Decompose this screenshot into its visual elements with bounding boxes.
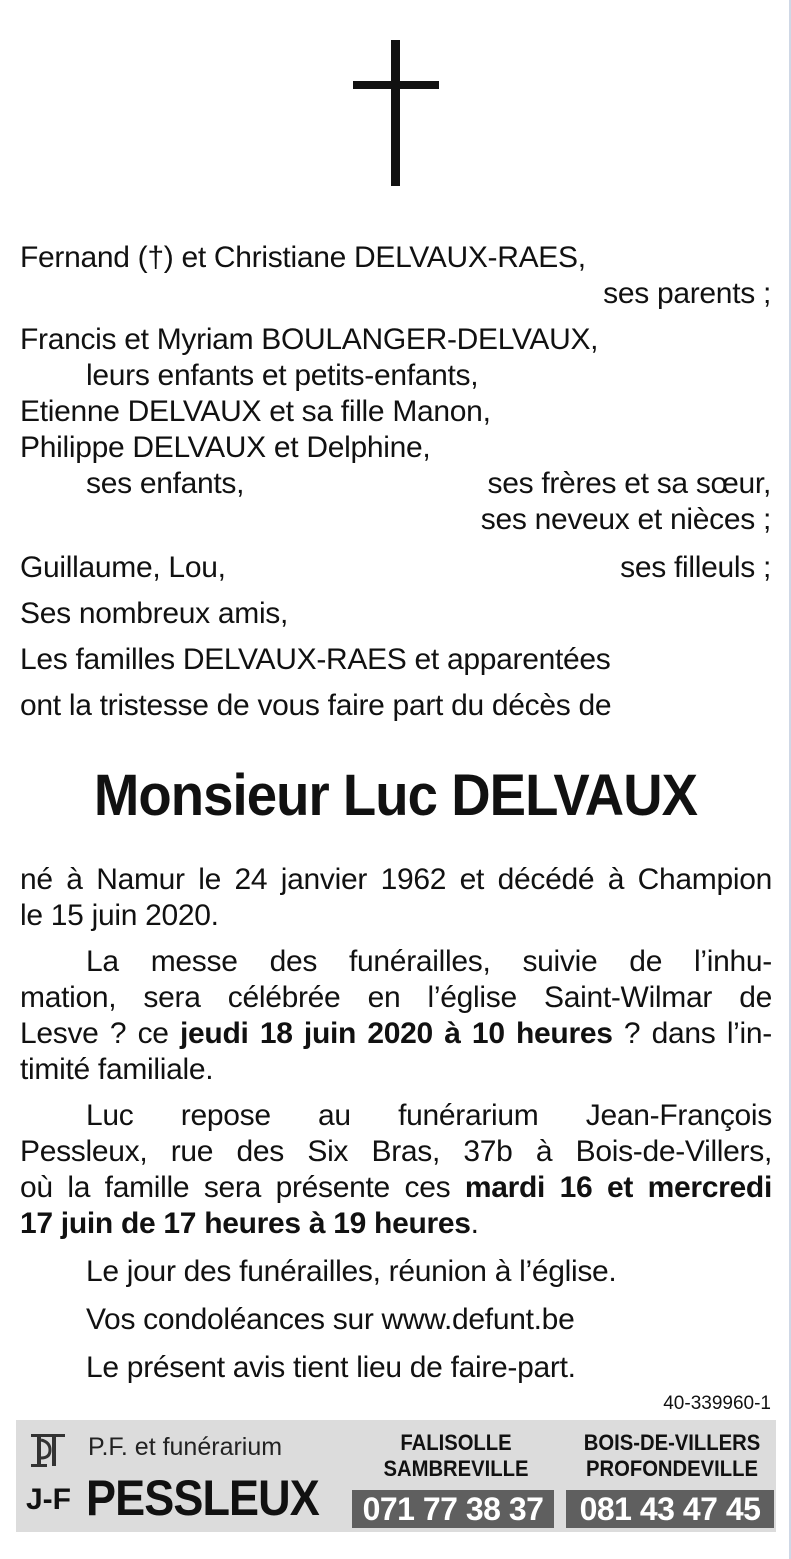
parents-line: Fernand (†) et Christiane DELVAUX-RAES, bbox=[20, 241, 586, 274]
godchildren-role: ses filleuls ; bbox=[620, 551, 771, 584]
mass-line-3: Lesve ? ce jeudi 18 juin 2020 à 10 heures ? dans l’in- bbox=[20, 1017, 772, 1050]
condolences-line: Vos condoléances sur www.defunt.be bbox=[86, 1303, 575, 1336]
families-line: Les familles DELVAUX-RAES et apparentées bbox=[20, 643, 611, 676]
funeral-home-initials: J-F bbox=[26, 1483, 71, 1516]
siblings-role: ses frères et sa sœur, bbox=[487, 467, 771, 500]
friends-line: Ses nombreux amis, bbox=[20, 597, 289, 630]
birth-line: né à Namur le 24 janvier 1962 et décédé à Champion bbox=[20, 863, 772, 896]
funeral-home-name: PESSLEUX bbox=[86, 1470, 319, 1526]
mass-line-4: timité familiale. bbox=[20, 1053, 214, 1086]
nephews-role: ses neveux et nièces ; bbox=[480, 503, 771, 536]
deceased-name: Monsieur Luc DELVAUX bbox=[93, 763, 698, 828]
funeral-home-banner bbox=[16, 1420, 776, 1532]
cross-icon bbox=[353, 40, 439, 186]
location-2: BOIS-DE-VILLERS PROFONDEVILLE bbox=[583, 1430, 761, 1481]
location-1: FALISOLLE SAMBREVILLE bbox=[383, 1430, 529, 1481]
funeral-home-subtitle: P.F. et funérarium bbox=[88, 1433, 283, 1461]
sibling-line: Francis et Myriam BOULANGER-DELVAUX, bbox=[20, 323, 599, 356]
mass-line-2: mation, sera célébrée en l’église Saint-Wilmar de bbox=[20, 981, 772, 1014]
parents-role: ses parents ; bbox=[603, 277, 771, 310]
funeral-home-logo-icon bbox=[28, 1430, 68, 1470]
rest-line-2: Pessleux, rue des Six Bras, 37b à Bois-de-Villers, bbox=[20, 1135, 772, 1168]
phone-2: 081 43 47 45 bbox=[566, 1490, 774, 1528]
child2-line: Philippe DELVAUX et Delphine, bbox=[20, 431, 431, 464]
children-role: ses enfants, bbox=[86, 467, 245, 500]
announce-line: ont la tristesse de vous faire part du décès de bbox=[20, 689, 612, 722]
rest-line-1: Luc repose au funérarium Jean-François bbox=[86, 1099, 772, 1132]
mass-line-1: La messe des funérailles, suivie de l’inhu- bbox=[86, 945, 772, 978]
notice-line: Le présent avis tient lieu de faire-part. bbox=[86, 1351, 576, 1384]
meeting-line: Le jour des funérailles, réunion à l’église. bbox=[86, 1255, 617, 1288]
sibling-kids-line: leurs enfants et petits-enfants, bbox=[86, 359, 479, 392]
birth-line-2: le 15 juin 2020. bbox=[20, 899, 219, 932]
child1-line: Etienne DELVAUX et sa fille Manon, bbox=[20, 395, 491, 428]
reference-number: 40-339960-1 bbox=[663, 1393, 771, 1414]
rest-line-4: 17 juin de 17 heures à 19 heures. bbox=[20, 1207, 479, 1240]
godchildren-line: Guillaume, Lou, bbox=[20, 551, 226, 584]
rest-line-3: où la famille sera présente ces mardi 16 et mercredi bbox=[20, 1171, 772, 1204]
phone-1: 071 77 38 37 bbox=[352, 1490, 554, 1528]
